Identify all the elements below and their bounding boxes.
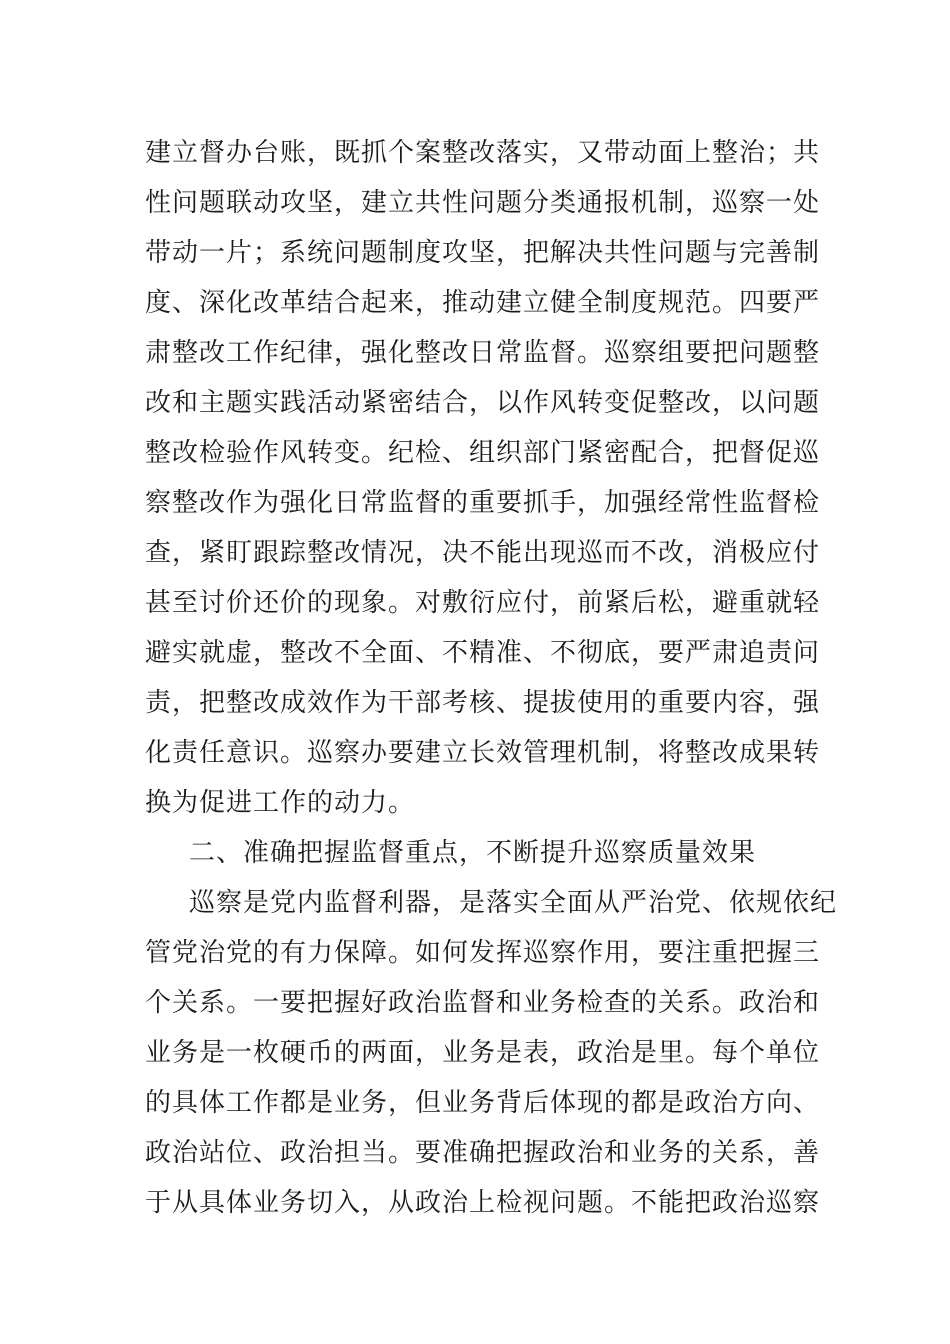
- paragraph-rectification: [145, 128, 821, 828]
- text-line: 于从具体业务切入，从政治上检视问题。不能把政治巡察: [145, 1188, 821, 1218]
- text-line: 肃整改工作纪律，强化整改日常监督。巡察组要把问题整: [145, 338, 821, 368]
- text-line: 建立督办台账，既抓个案整改落实，又带动面上整治；共: [145, 138, 821, 168]
- text-line: 整改检验作风转变。纪检、组织部门紧密配合，把督促巡: [145, 438, 821, 468]
- text-line: 甚至讨价还价的现象。对敷衍应付，前紧后松，避重就轻: [145, 588, 821, 618]
- section-heading: 二、准确把握监督重点，不断提升巡察质量效果: [189, 838, 757, 868]
- text-line: 政治站位、政治担当。要准确把握政治和业务的关系，善: [145, 1138, 821, 1168]
- text-line: 业务是一枚硬币的两面，业务是表，政治是里。每个单位: [145, 1038, 821, 1068]
- text-line: 带动一片；系统问题制度攻坚，把解决共性问题与完善制: [145, 238, 821, 268]
- paragraph-inspection: [145, 878, 838, 1228]
- text-line: 个关系。一要把握好政治监督和业务检查的关系。政治和: [145, 988, 821, 1018]
- text-line: 避实就虚，整改不全面、不精准、不彻底，要严肃追责问: [145, 638, 821, 668]
- text-line: 换为促进工作的动力。: [145, 788, 416, 818]
- text-line: 化责任意识。巡察办要建立长效管理机制，将整改成果转: [145, 738, 821, 768]
- text-line: 性问题联动攻坚，建立共性问题分类通报机制，巡察一处: [145, 188, 821, 218]
- text-line: 察整改作为强化日常监督的重要抓手，加强经常性监督检: [145, 488, 821, 518]
- text-line: 查，紧盯跟踪整改情况，决不能出现巡而不改，消极应付: [145, 538, 821, 568]
- text-line: 的具体工作都是业务，但业务背后体现的都是政治方向、: [145, 1088, 821, 1118]
- text-line: 责，把整改成效作为干部考核、提拔使用的重要内容，强: [145, 688, 821, 718]
- text-line: 巡察是党内监督利器，是落实全面从严治党、依规依纪: [189, 888, 838, 918]
- text-line: 度、深化改革结合起来，推动建立健全制度规范。四要严: [145, 288, 821, 318]
- document-body: [145, 128, 838, 1228]
- text-line: 改和主题实践活动紧密结合，以作风转变促整改，以问题: [145, 388, 821, 418]
- text-line: 管党治党的有力保障。如何发挥巡察作用，要注重把握三: [145, 938, 821, 968]
